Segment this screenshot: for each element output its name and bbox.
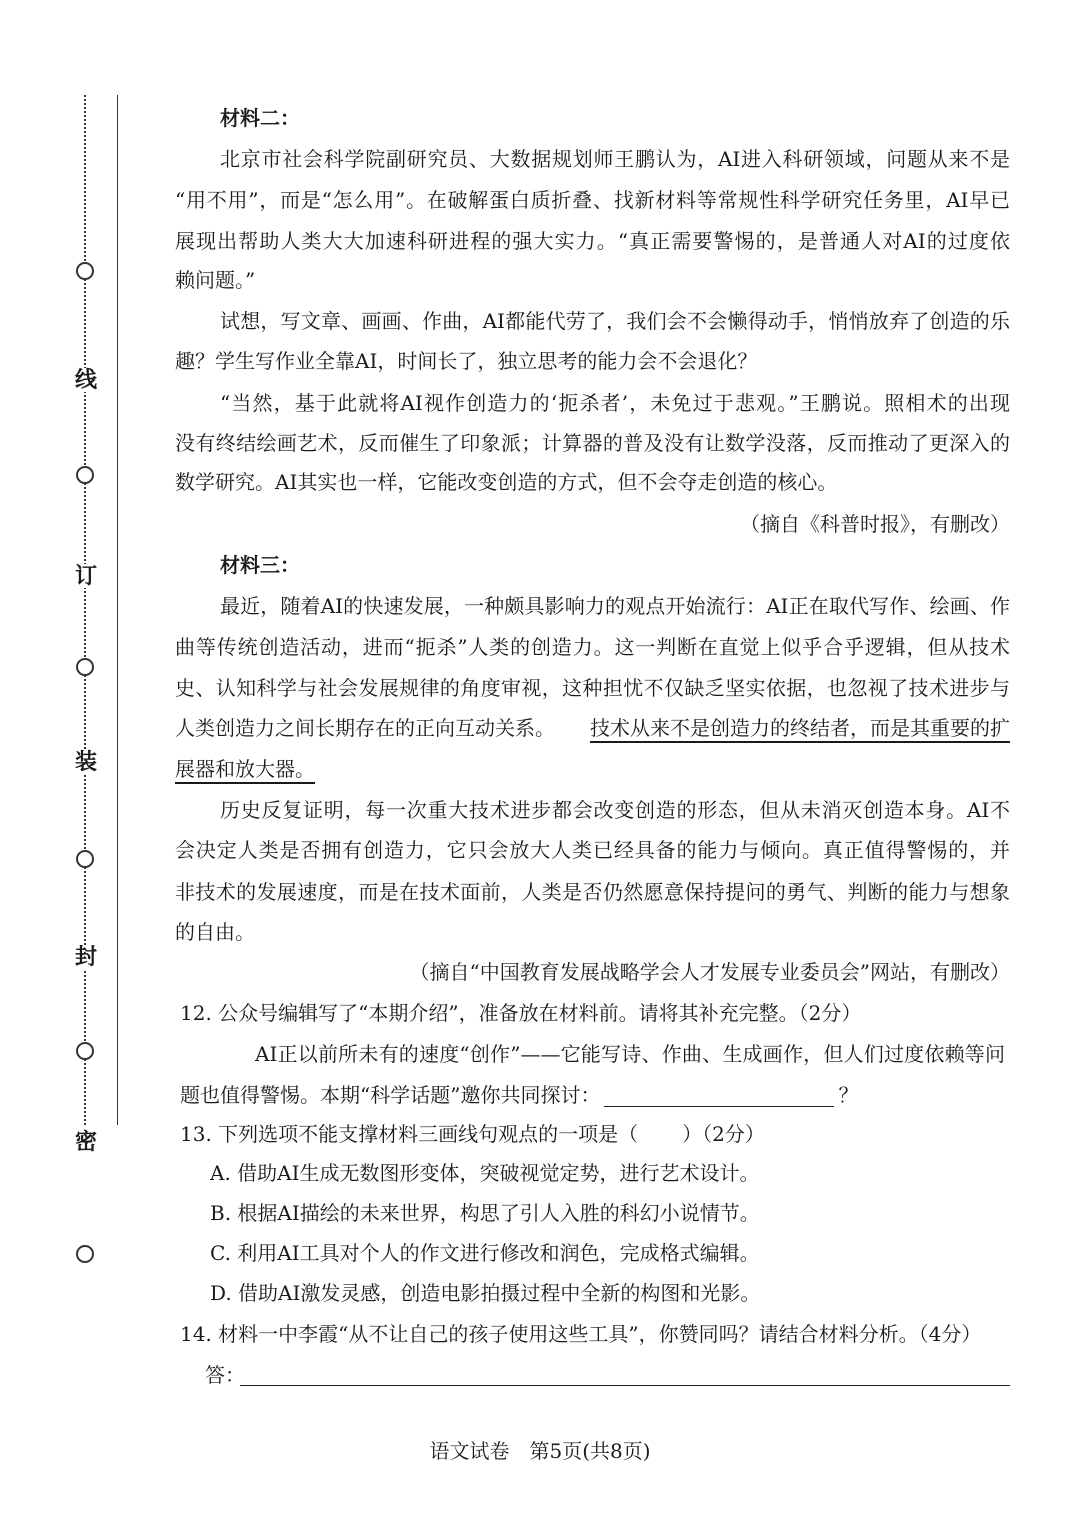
question-12-text: AI正以前所未有的速度“创作”——它能写诗、作曲、生成画作，但人们过度依赖等问 (255, 1042, 1005, 1066)
margin-char-mi: 密 (74, 1129, 97, 1155)
material3-line: 的自由。 (175, 920, 255, 944)
question-12-stem: 12. 公众号编辑写了“本期介绍”，准备放在材料前。请将其补充完整。（2分） (180, 1001, 862, 1025)
question-12-end: ？ (838, 1083, 859, 1107)
material2-source: （摘自《科普时报》，有删改） (740, 512, 1010, 536)
option-b[interactable]: B. 根据AI描绘的未来世界，构思了引人入胜的科幻小说情节。 (210, 1201, 760, 1225)
margin-char-zhuang: 装 (74, 749, 97, 775)
margin-char-feng: 封 (74, 944, 97, 970)
material3-source: （摘自“中国教育发展战略学会人才发展专业委员会”网站，有删改） (409, 960, 1010, 984)
material3-line: 非技术的发展速度，而是在技术面前，人类是否仍然愿意保持提问的勇气、判断的能力与想象 (175, 880, 1010, 904)
material3-line: 曲等传统创造活动，进而“扼杀”人类的创造力。这一判断在直觉上似乎合乎逻辑，但从技术 (175, 635, 1010, 659)
margin-char-ding: 订 (74, 563, 97, 589)
material3-line: 最近，随着AI的快速发展，一种颇具影响力的观点开始流行：AI正在取代写作、绘画、作 (220, 594, 1010, 618)
margin-circle (76, 1245, 94, 1263)
material2-line: 趣？学生写作业全靠AI，时间长了，独立思考的能力会不会退化？ (175, 349, 758, 373)
margin-circle (76, 1042, 94, 1060)
option-c[interactable]: C. 利用AI工具对个人的作文进行修改和润色，完成格式编辑。 (210, 1241, 760, 1265)
material3-text: 人类创造力之间长期存在的正向互动关系。 (175, 716, 555, 740)
binding-solid-line (117, 95, 118, 1125)
underlined-sentence: 展器和放大器。 (175, 757, 315, 781)
margin-circle (76, 262, 94, 280)
answer-label: 答： (205, 1363, 245, 1387)
material3-line (175, 716, 1010, 740)
material2-line: 赖问题。” (175, 268, 256, 292)
binding-dotted-line (84, 95, 86, 1125)
material2-heading: 材料二： (220, 106, 300, 130)
material2-line: 展现出帮助人类大大加速科研进程的强大实力。“真正需要警惕的，是普通人对AI的过度依 (175, 229, 1010, 253)
material2-line: “用不用”，而是“怎么用”。在破解蛋白质折叠、找新材料等常规性科学研究任务里，AI早已 (175, 188, 1010, 212)
material3-line: 历史反复证明，每一次重大技术进步都会改变创造的形态，但从未消灭创造本身。AI不 (220, 798, 1010, 822)
margin-circle (76, 466, 94, 484)
underlined-sentence: 技术从来不是创造力的终结者，而是其重要的扩 (590, 716, 1010, 740)
margin-char-xian: 线 (74, 367, 97, 393)
page-footer: 语文试卷 第5页(共8页) (429, 1439, 651, 1463)
option-d[interactable]: D. 借助AI激发灵感，创造电影拍摄过程中全新的构图和光影。 (210, 1281, 761, 1305)
material3-line: 会决定人类是否拥有创造力，它只会放大人类已经具备的能力与倾向。真正值得警惕的，并 (175, 838, 1010, 862)
material2-line: 没有终结绘画艺术，反而催生了印象派；计算器的普及没有让数学没落，反而推动了更深入的 (175, 431, 1010, 455)
material2-line: 试想，写文章、画画、作曲，AI都能代劳了，我们会不会懒得动手，悄悄放弃了创造的乐 (220, 309, 1010, 333)
question-12-prompt: 题也值得警惕。本期“科学话题”邀你共同探讨： (180, 1083, 601, 1107)
option-a[interactable]: A. 借助AI生成无数图形变体，突破视觉定势，进行艺术设计。 (210, 1161, 760, 1185)
question-13-stem (180, 1122, 1015, 1146)
material3-heading: 材料三： (220, 553, 300, 577)
question-14-stem: 14. 材料一中李霞“从不让自己的孩子使用这些工具”，你赞同吗？请结合材料分析。（4分） (180, 1322, 982, 1346)
material2-line: 北京市社会科学院副研究员、大数据规划师王鹏认为，AI进入科研领域，问题从来不是 (220, 147, 1010, 171)
margin-circle (76, 850, 94, 868)
answer-line[interactable] (240, 1385, 1010, 1386)
question-12-text (180, 1083, 1015, 1107)
question-12-blank[interactable] (604, 1086, 834, 1107)
question-13-stem-b: ）（2分） (682, 1122, 765, 1146)
margin-circle (76, 658, 94, 676)
material3-line (175, 757, 1010, 781)
material2-line: “当然，基于此就将AI视作创造力的‘扼杀者’，未免过于悲观。”王鹏说。照相术的出现 (220, 391, 1010, 415)
material3-line: 史、认知科学与社会发展规律的角度审视，这种担忧不仅缺乏坚实依据，也忽视了技术进步与 (175, 676, 1010, 700)
question-13-stem-a: 13. 下列选项不能支撑材料三画线句观点的一项是（ (180, 1122, 639, 1146)
material2-line: 数学研究。AI其实也一样，它能改变创造的方式，但不会夺走创造的核心。 (175, 470, 838, 494)
